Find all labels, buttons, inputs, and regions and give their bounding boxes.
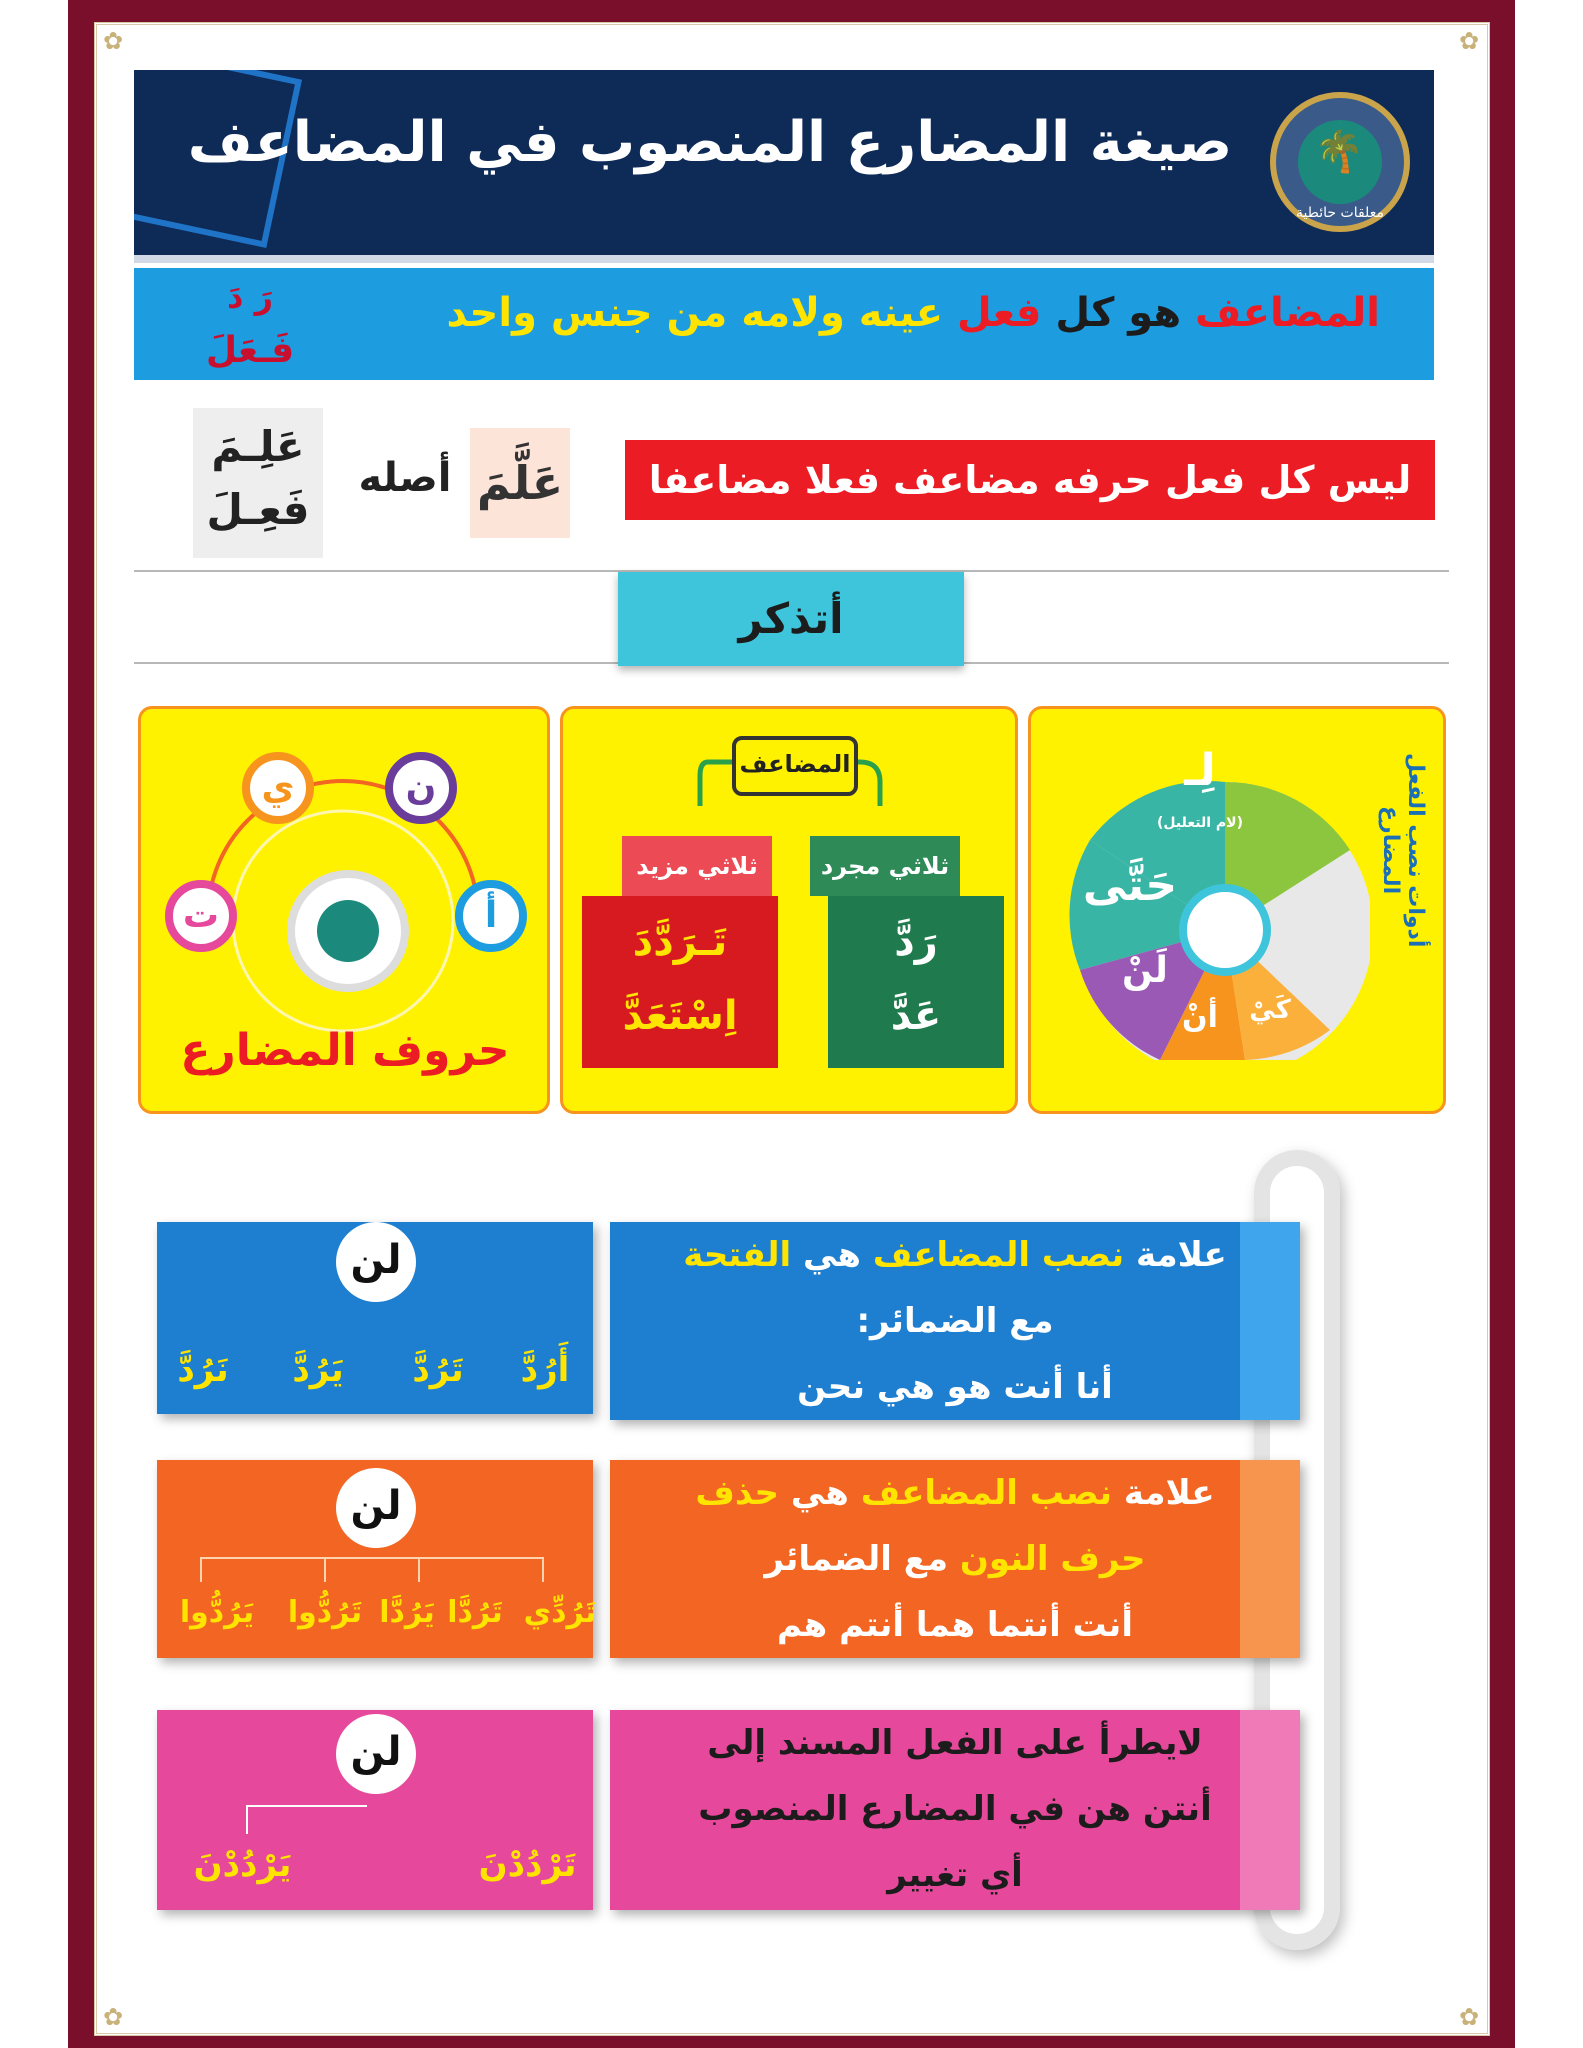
rule-tab (1240, 1222, 1300, 1420)
mujarrad-example: رَدَّ (894, 919, 938, 965)
tree-branch-mujarrad: ثلاثي مجرد (810, 836, 960, 896)
form: يَرْدُدْنَ (193, 1845, 292, 1885)
definition-term: المضاعف (1195, 290, 1380, 336)
form: نَرُدَّ (177, 1350, 229, 1390)
page-title: صيغة المضارع المنصوب في المضاعف (187, 110, 1233, 175)
form: يَرُدَّ (292, 1350, 344, 1390)
definition-connector: هو كل (1055, 290, 1182, 336)
mazid-example: تَـرَدَّدَ (632, 919, 728, 965)
rule-keyword: حذف (695, 1473, 780, 1513)
particle-lan: لن (336, 1222, 416, 1302)
form: تَرُدَّا (447, 1595, 503, 1630)
letters-panel-title: حروف المضارع (180, 1025, 510, 1076)
particle-lan: لن (336, 1468, 416, 1548)
rule-keyword: نصب المضاعف (860, 1473, 1113, 1513)
tree-branch-mazid: ثلاثي مزيد (622, 836, 772, 896)
corner-ornament-icon: ✿ (102, 2003, 124, 2031)
form: تَرُدِّي (523, 1595, 597, 1630)
mujarrad-example: عَدَّ (890, 993, 942, 1039)
rule-hadhf (610, 1460, 1300, 1658)
tool-lam: لِـ (1184, 745, 1216, 796)
tools-panel-title: أدوات نصب الفعل المضارع (1378, 752, 1428, 948)
rule-line: مع الضمائر: (856, 1301, 1054, 1341)
tool-lan: لَنْ (1122, 950, 1168, 991)
not-every-banner: ليس كل فعل حرفه مضاعف فعلا مضاعفا (625, 440, 1435, 520)
mujarrad-box (828, 896, 1004, 1068)
tool-hatta: حَتَّى (1082, 860, 1178, 911)
definition-verb: فعل (956, 290, 1042, 336)
origin-pattern (193, 408, 323, 558)
palm-tree-icon: 🌴 (1314, 129, 1364, 175)
particle-lan: لن (336, 1714, 416, 1794)
letter-nun: ن (385, 752, 457, 824)
example-verb: عَلَّمَ (470, 428, 570, 538)
rule-word: هي (790, 1473, 849, 1513)
root-letters: رَ دَ (227, 278, 273, 316)
form: تَرُدَّ (412, 1350, 464, 1390)
tool-kay: كَيْ (1249, 995, 1291, 1025)
corner-ornament-icon: ✿ (1458, 27, 1480, 55)
rule-keyword: حرف النون (959, 1539, 1146, 1579)
rule-word: هي (803, 1235, 861, 1275)
logo-label: معلقات حائطية (1296, 205, 1384, 221)
rule-no-change (610, 1710, 1300, 1910)
rule-line: لايطرأ على الفعل المسند إلى (707, 1723, 1203, 1763)
rule-line: أنتن هن في المضارع المنصوب (698, 1789, 1212, 1829)
letters-logo (287, 870, 409, 992)
rule-tab (1240, 1460, 1300, 1658)
forms-connector (157, 1548, 593, 1588)
rule-keyword: الفتحة (683, 1235, 792, 1275)
tool-an: أنْ (1182, 1000, 1218, 1035)
letter-ta: ت (165, 880, 237, 952)
rule-line: أي تغيير (887, 1855, 1023, 1895)
form: يَرُدَّا (379, 1595, 435, 1630)
tool-lam-note: (لام التعليل) (1157, 815, 1243, 831)
forms-connector (157, 1790, 593, 1840)
letter-alif: أ (455, 880, 527, 952)
root-pattern: فَـعَلَ (205, 330, 295, 371)
form: تَرُدُّوا (287, 1595, 363, 1630)
origin-label: أصله (358, 455, 452, 501)
tree-root: المضاعف (732, 736, 858, 796)
rule-keyword: نصب المضاعف (872, 1235, 1125, 1275)
header-divider (134, 255, 1434, 263)
rule-pronouns: أنا أنت هو هي نحن (797, 1367, 1113, 1407)
rule-word: علامة (1136, 1235, 1227, 1275)
rule-pronouns: أنت أنتما هما أنتم هم (777, 1605, 1133, 1645)
remember-banner: أتذكر (618, 572, 964, 666)
origin-scale: فَعِـلَ (206, 485, 310, 534)
corner-ornament-icon: ✿ (1458, 2003, 1480, 2031)
definition-rest: عينه ولامه من جنس واحد (446, 290, 944, 336)
letter-ya: ي (242, 752, 314, 824)
form: يَرُدُّوا (179, 1595, 255, 1630)
mazid-box (582, 896, 778, 1068)
rule-fatha (610, 1222, 1300, 1420)
corner-ornament-icon: ✿ (102, 27, 124, 55)
origin-word: عَلِـمَ (211, 422, 305, 471)
form: أَرُدَّ (520, 1350, 570, 1390)
definition-text (380, 290, 1380, 336)
form: تَرْدُدْنَ (478, 1845, 577, 1885)
rule-word: علامة (1123, 1473, 1215, 1513)
mazid-example: اِسْتَعَدَّ (622, 993, 738, 1039)
rule-tab (1240, 1710, 1300, 1910)
rule-word: مع الضمائر (764, 1539, 949, 1579)
